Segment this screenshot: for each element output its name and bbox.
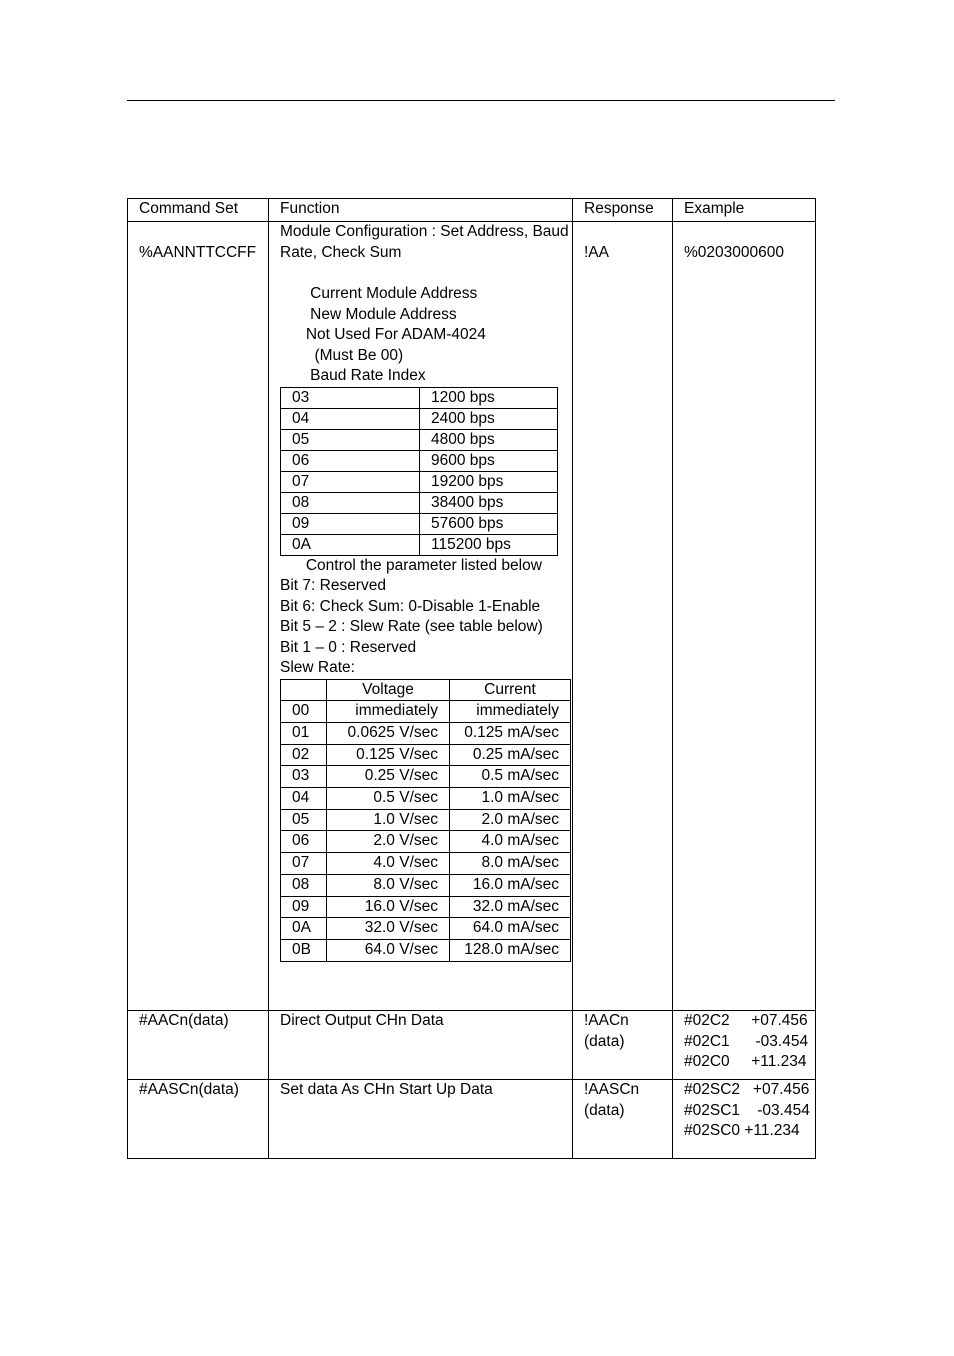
header-response: Response — [573, 199, 673, 222]
baud-rate-cell: 19200 bps — [420, 471, 558, 492]
slew-code-cell: 0B — [281, 939, 327, 961]
slew-rate-row — [281, 874, 571, 896]
slew-rate-table — [280, 679, 571, 962]
slew-current-cell: 1.0 mA/sec — [450, 788, 571, 810]
slew-header-row — [281, 679, 571, 701]
slew-rate-row — [281, 722, 571, 744]
slew-rate-row — [281, 831, 571, 853]
header-example: Example — [673, 199, 816, 222]
response-text: (data) — [584, 1101, 625, 1119]
slew-header-code — [281, 679, 327, 701]
slew-header-voltage: Voltage — [327, 679, 450, 701]
param-list — [280, 284, 572, 387]
slew-current-cell: 32.0 mA/sec — [450, 896, 571, 918]
baud-code-cell: 05 — [281, 429, 420, 450]
slew-code-cell: 08 — [281, 874, 327, 896]
response-text: (data) — [584, 1032, 625, 1050]
slew-code-cell: 05 — [281, 809, 327, 831]
baud-code-cell: 03 — [281, 387, 420, 408]
command-cell — [128, 222, 269, 1011]
slew-header-current: Current — [450, 679, 571, 701]
command-text: #AACn(data) — [139, 1012, 229, 1029]
slew-rate-row — [281, 788, 571, 810]
baud-rate-row — [281, 429, 558, 450]
slew-voltage-cell: immediately — [327, 701, 450, 723]
slew-voltage-cell: 0.0625 V/sec — [327, 722, 450, 744]
table-row — [128, 1011, 816, 1080]
slew-voltage-cell: 0.125 V/sec — [327, 744, 450, 766]
slew-voltage-cell: 32.0 V/sec — [327, 918, 450, 940]
function-text: Direct Output CHn Data — [280, 1012, 444, 1029]
baud-rate-cell: 57600 bps — [420, 513, 558, 534]
baud-rate-cell: 1200 bps — [420, 387, 558, 408]
response-cell — [573, 1080, 673, 1159]
control-line: Control the parameter listed below — [280, 556, 542, 574]
baud-rate-cell: 9600 bps — [420, 450, 558, 471]
control-line: Slew Rate: — [280, 659, 355, 676]
slew-rate-row — [281, 744, 571, 766]
slew-code-cell: 03 — [281, 766, 327, 788]
baud-code-cell: 04 — [281, 408, 420, 429]
slew-code-cell: 07 — [281, 853, 327, 875]
slew-rate-row — [281, 853, 571, 875]
function-title-line: Rate, Check Sum — [280, 243, 402, 261]
function-cell — [269, 222, 573, 1011]
baud-rate-row — [281, 513, 558, 534]
example-line: #02C1 -03.454 — [684, 1032, 809, 1050]
response-cell — [573, 222, 673, 1011]
slew-code-cell: 00 — [281, 701, 327, 723]
header-rule — [127, 100, 835, 101]
slew-voltage-cell: 4.0 V/sec — [327, 853, 450, 875]
baud-code-cell: 06 — [281, 450, 420, 471]
control-list — [280, 556, 572, 679]
slew-rate-row — [281, 918, 571, 940]
param-line: (Must Be 00) — [280, 346, 404, 364]
slew-code-cell: 06 — [281, 831, 327, 853]
slew-current-cell: 128.0 mA/sec — [450, 939, 571, 961]
slew-current-cell: immediately — [450, 701, 571, 723]
slew-voltage-cell: 16.0 V/sec — [327, 896, 450, 918]
slew-code-cell: 09 — [281, 896, 327, 918]
example-cell — [673, 222, 816, 1011]
baud-code-cell: 08 — [281, 492, 420, 513]
slew-voltage-cell: 0.5 V/sec — [327, 788, 450, 810]
slew-current-cell: 4.0 mA/sec — [450, 831, 571, 853]
baud-rate-cell: 2400 bps — [420, 408, 558, 429]
baud-rate-cell: 115200 bps — [420, 534, 558, 555]
slew-rate-row — [281, 766, 571, 788]
slew-current-cell: 2.0 mA/sec — [450, 809, 571, 831]
table-row — [128, 222, 816, 1011]
slew-current-cell: 64.0 mA/sec — [450, 918, 571, 940]
baud-rate-row — [281, 534, 558, 555]
slew-rate-row — [281, 896, 571, 918]
function-cell — [269, 1080, 573, 1159]
example-line: #02C0 +11.234 — [684, 1053, 807, 1070]
slew-current-cell: 8.0 mA/sec — [450, 853, 571, 875]
control-line: Bit 5 – 2 : Slew Rate (see table below) — [280, 618, 543, 635]
control-line: Bit 7: Reserved — [280, 577, 386, 594]
baud-rate-row — [281, 387, 558, 408]
slew-current-cell: 0.25 mA/sec — [450, 744, 571, 766]
response-text: !AA — [584, 244, 609, 261]
baud-rate-row — [281, 471, 558, 492]
command-table — [127, 198, 816, 1159]
slew-code-cell: 02 — [281, 744, 327, 766]
slew-voltage-cell: 2.0 V/sec — [327, 831, 450, 853]
slew-voltage-cell: 64.0 V/sec — [327, 939, 450, 961]
baud-code-cell: 09 — [281, 513, 420, 534]
baud-code-cell: 0A — [281, 534, 420, 555]
response-text: !AACn — [584, 1012, 629, 1029]
header-command-set: Command Set — [128, 199, 269, 222]
response-text: !AASCn — [584, 1081, 640, 1098]
baud-rate-row — [281, 450, 558, 471]
slew-current-cell: 16.0 mA/sec — [450, 874, 571, 896]
control-line: Bit 6: Check Sum: 0-Disable 1-Enable — [280, 597, 541, 615]
example-line: #02SC2 +07.456 — [684, 1081, 810, 1098]
command-cell — [128, 1011, 269, 1080]
command-text: %AANNTTCCFF — [139, 244, 257, 261]
slew-rate-row — [281, 701, 571, 723]
slew-rate-row — [281, 809, 571, 831]
slew-code-cell: 0A — [281, 918, 327, 940]
function-cell — [269, 1011, 573, 1080]
baud-rate-cell: 4800 bps — [420, 429, 558, 450]
example-line: #02SC0 +11.234 — [684, 1122, 800, 1139]
example-line: #02SC1 -03.454 — [684, 1101, 810, 1119]
slew-code-cell: 04 — [281, 788, 327, 810]
baud-rate-cell: 38400 bps — [420, 492, 558, 513]
control-line: Bit 1 – 0 : Reserved — [280, 638, 417, 656]
header-function: Function — [269, 199, 573, 222]
slew-current-cell: 0.125 mA/sec — [450, 722, 571, 744]
table-header-row — [128, 199, 816, 222]
slew-voltage-cell: 0.25 V/sec — [327, 766, 450, 788]
baud-rate-table — [280, 387, 558, 556]
slew-rate-row — [281, 939, 571, 961]
table-row — [128, 1080, 816, 1159]
function-title-line: Module Configuration : Set Address, Baud — [280, 223, 569, 240]
param-line: Not Used For ADAM-4024 — [280, 326, 486, 343]
function-text: Set data As CHn Start Up Data — [280, 1081, 493, 1098]
slew-current-cell: 0.5 mA/sec — [450, 766, 571, 788]
param-line: Baud Rate Index — [280, 367, 426, 384]
baud-rate-row — [281, 492, 558, 513]
example-cell — [673, 1080, 816, 1159]
command-text: #AASCn(data) — [139, 1081, 239, 1098]
param-line: Current Module Address — [280, 285, 478, 302]
command-cell — [128, 1080, 269, 1159]
param-line: New Module Address — [280, 305, 457, 323]
slew-code-cell: 01 — [281, 722, 327, 744]
example-cell — [673, 1011, 816, 1080]
slew-voltage-cell: 8.0 V/sec — [327, 874, 450, 896]
baud-code-cell: 07 — [281, 471, 420, 492]
baud-rate-row — [281, 408, 558, 429]
example-text: %0203000600 — [684, 244, 784, 261]
response-cell — [573, 1011, 673, 1080]
example-line: #02C2 +07.456 — [684, 1012, 808, 1029]
slew-voltage-cell: 1.0 V/sec — [327, 809, 450, 831]
